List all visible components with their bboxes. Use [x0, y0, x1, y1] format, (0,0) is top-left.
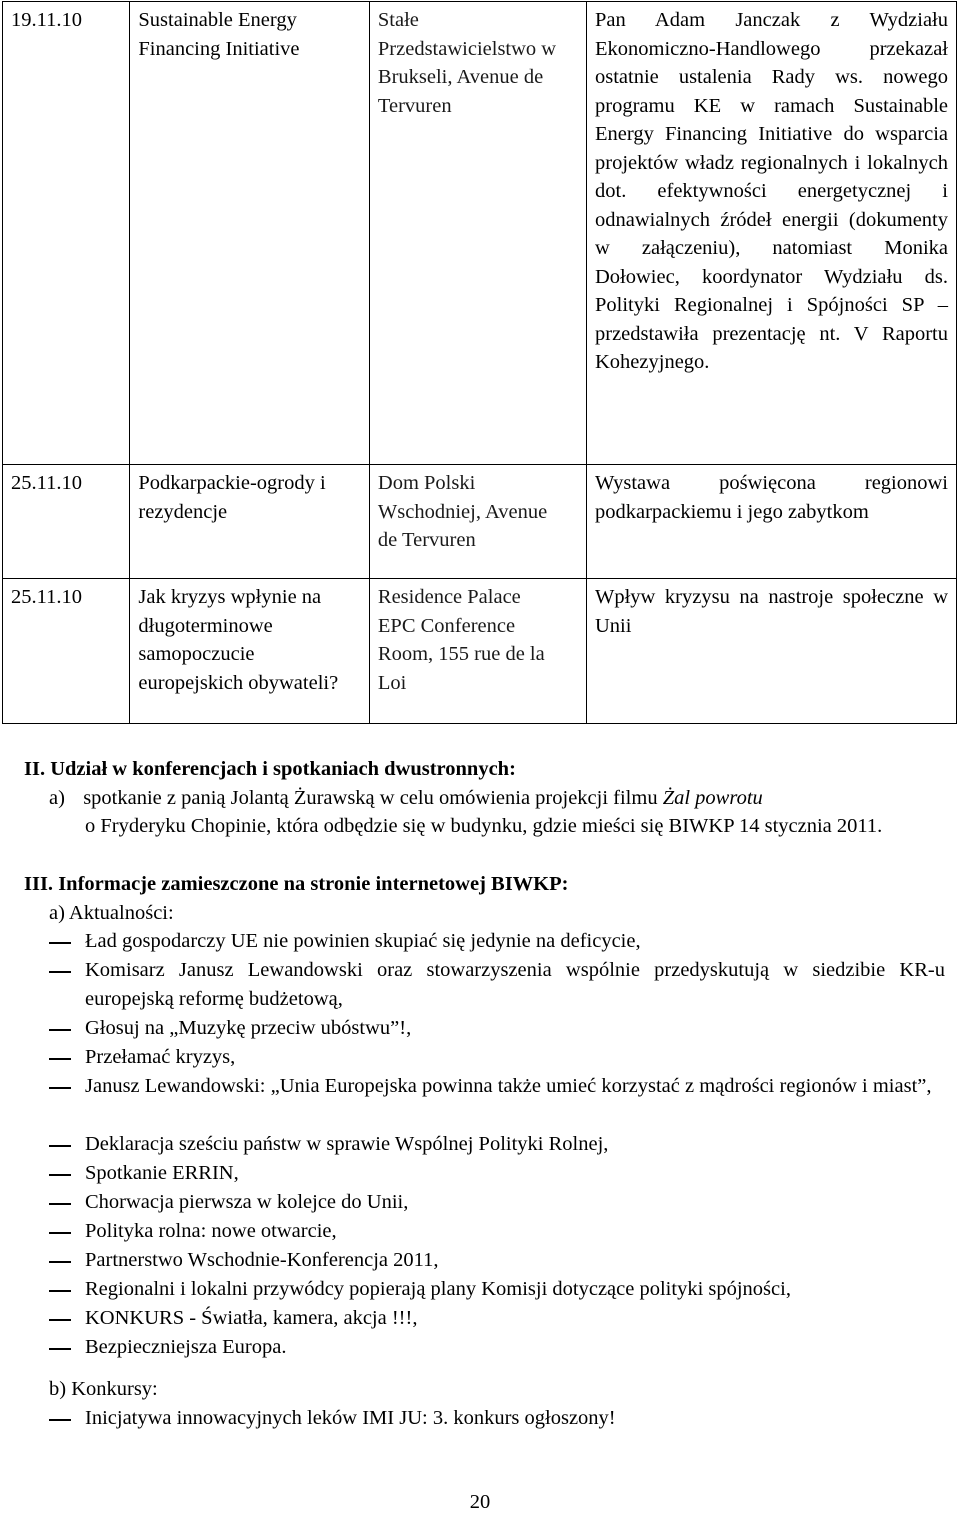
table-row: [3, 2, 957, 465]
news-item: Spotkanie ERRIN,: [85, 1162, 239, 1184]
news-item: Bezpieczniejsza Europa.: [85, 1336, 287, 1358]
news-item: Chorwacja pierwsza w kolejce do Unii,: [85, 1191, 409, 1213]
dash-bullet-icon: [49, 1087, 71, 1089]
dash-bullet-icon: [49, 971, 71, 973]
news-item: Ład gospodarczy UE nie powinien skupiać się jedynie na deficycie,: [85, 930, 641, 952]
event-date: 25.11.10: [3, 579, 130, 724]
contests-label: b) Konkursy:: [49, 1378, 158, 1400]
section-number: II.: [24, 758, 46, 780]
dash-bullet-icon: [49, 1290, 71, 1292]
item-label: a): [49, 787, 65, 809]
news-item: Partnerstwo Wschodnie-Konferencja 2011,: [85, 1249, 439, 1271]
table-row: [3, 579, 957, 724]
dash-bullet-icon: [49, 1319, 71, 1321]
event-place: Dom Polski Wschodniej, Avenue de Tervuren: [369, 465, 586, 579]
meeting-item: [49, 784, 944, 812]
event-title: Jak kryzys wpłynie na długoterminowe samopoczucie europejskich obywateli?: [130, 579, 370, 724]
news-label: a) Aktualności:: [49, 902, 174, 924]
news-item: Komisarz Janusz Lewandowski oraz stowarzyszenia wspólnie przedyskutują w siedzibie KR-u europejską reformę budżetową,: [85, 959, 945, 1010]
table-row: [3, 465, 957, 579]
event-place: Residence Palace EPC Conference Room, 155 rue de la Loi: [369, 579, 586, 724]
news-item: KONKURS - Światła, kamera, akcja !!!,: [85, 1307, 418, 1329]
section-heading: [24, 755, 516, 783]
section-number: III.: [24, 873, 54, 895]
event-place: Stałe Przedstawicielstwo w Brukseli, Avenue de Tervuren: [369, 2, 586, 465]
news-item: Janusz Lewandowski: „Unia Europejska powinna także umieć korzystać z mądrości regionów i miast”,: [85, 1075, 932, 1097]
dash-bullet-icon: [49, 1232, 71, 1234]
event-date: 25.11.10: [3, 465, 130, 579]
news-item: Przełamać kryzys,: [85, 1046, 236, 1068]
dash-bullet-icon: [49, 1203, 71, 1205]
page-number: 20: [469, 1491, 491, 1513]
meeting-item-continuation: o Fryderyku Chopinie, która odbędzie się w budynku, gdzie mieści się BIWKP 14 stycznia 2011.: [85, 815, 883, 837]
news-item: Głosuj na „Muzykę przeciw ubóstwu”!,: [85, 1017, 412, 1039]
dash-bullet-icon: [49, 1174, 71, 1176]
section-title: Udział w konferencjach i spotkaniach dwustronnych:: [50, 758, 516, 780]
dash-bullet-icon: [49, 942, 71, 944]
news-item: Polityka rolna: nowe otwarcie,: [85, 1220, 337, 1242]
news-item: Deklaracja sześciu państw w sprawie Wspólnej Polityki Rolnej,: [85, 1133, 609, 1155]
event-description: Wystawa poświęcona regionowi podkarpackiemu i jego zabytkom: [587, 465, 957, 579]
news-item: Regionalni i lokalni przywódcy popierają plany Komisji dotyczące polityki spójności,: [85, 1278, 791, 1300]
dash-bullet-icon: [49, 1348, 71, 1350]
event-description: Pan Adam Janczak z Wydziału Ekonomiczno-Handlowego przekazał ostatnie ustalenia Rady ws. nowego programu KE w ramach Sustainable Energy Financing Initiative do wsparcia projektów władz regionalnych i lokalnych dot. efektywności energetycznej i odnawialnych źródeł energii (dokumenty w załączeniu), natomiast Monika Dołowiec, koordynator Wydziału ds. Polityki Regionalnej i Spójności SP – przedstawiła prezentację nt. V Raportu Kohezyjnego.: [587, 2, 957, 465]
event-title: Sustainable Energy Financing Initiative: [130, 2, 370, 465]
film-title: Żal powrotu: [662, 787, 763, 809]
item-text: spotkanie z panią Jolantą Żurawską w celu omówienia projekcji filmu: [83, 787, 658, 809]
event-date: 19.11.10: [3, 2, 130, 465]
contest-item: Inicjatywa innowacyjnych leków IMI JU: 3. konkurs ogłoszony!: [85, 1407, 616, 1429]
event-title: Podkarpackie-ogrody i rezydencje: [130, 465, 370, 579]
section-title: Informacje zamieszczone na stronie internetowej BIWKP:: [58, 873, 569, 895]
dash-bullet-icon: [49, 1058, 71, 1060]
dash-bullet-icon: [49, 1261, 71, 1263]
dash-bullet-icon: [49, 1419, 71, 1421]
dash-bullet-icon: [49, 1029, 71, 1031]
section-heading: [24, 870, 568, 898]
events-table: [2, 1, 957, 724]
event-description: Wpływ kryzysu na nastroje społeczne w Unii: [587, 579, 957, 724]
dash-bullet-icon: [49, 1145, 71, 1147]
